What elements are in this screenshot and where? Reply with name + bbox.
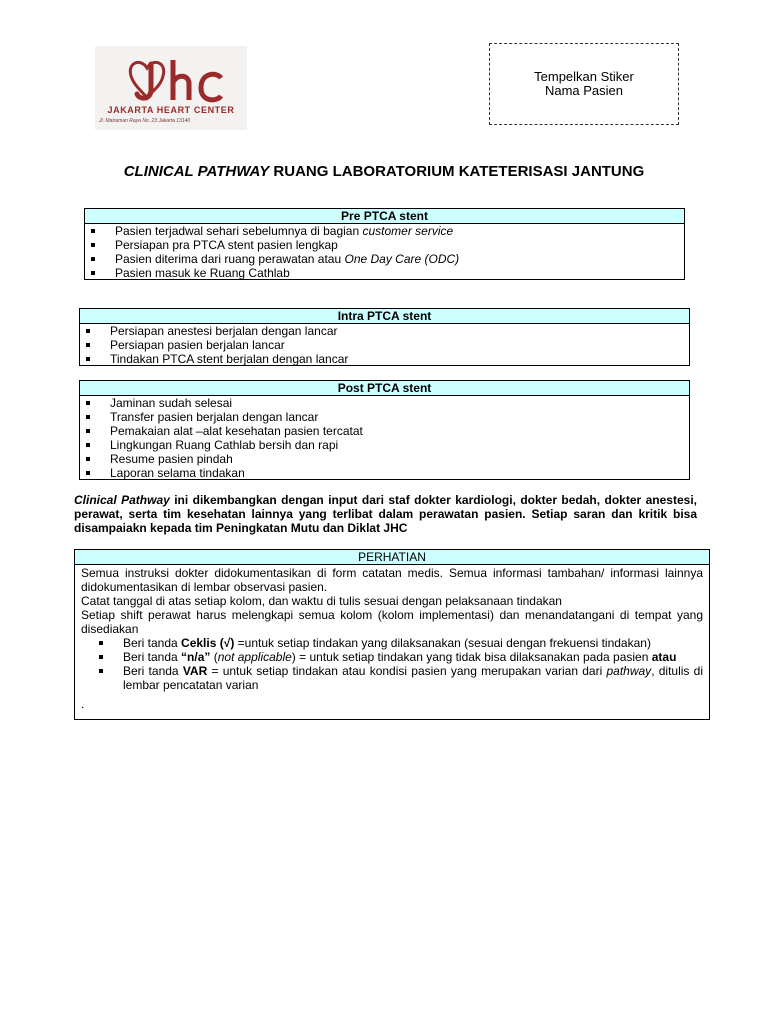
list-item: Pasien diterima dari ruang perawatan atau One Day Care (ODC) — [91, 252, 684, 266]
attention-list — [81, 636, 703, 698]
pre-ptca-list — [85, 224, 684, 280]
list-item: Pasien terjadwal sehari sebelumnya di bagian customer service — [91, 224, 684, 238]
intro-paragraph — [74, 493, 697, 535]
paragraph-rest: ini dikembangkan dengan input dari staf dokter kardiologi, dokter bedah, dokter anestesi, perawat, serta tim kesehatan lainnya yang terlibat dalam perawatan pasien. Setiap saran dan kritik bisa disampaiakn kepada tim Peningkatan Mutu dan Diklat JHC — [74, 493, 697, 535]
list-item: Beri tanda “n/a” (not applicable) = untuk setiap tindakan yang tidak bisa dilaksanakan pada pasien atau — [81, 650, 703, 664]
trailing-dot: . — [81, 697, 85, 711]
attention-p1: Semua instruksi dokter didokumentasikan di form catatan medis. Semua informasi tambahan/ informasi lainnya didokumentasikan di lembar observasi pasien. — [81, 566, 703, 594]
list-item: Persiapan pasien berjalan lancar — [86, 338, 689, 352]
list-item: Laporan selama tindakan — [86, 466, 689, 480]
list-item: Tindakan PTCA stent berjalan dengan lancar — [86, 352, 689, 366]
jhc-logo — [95, 46, 247, 130]
attention-body — [75, 565, 709, 710]
attention-heading: PERHATIAN — [75, 550, 709, 565]
post-ptca-section — [79, 380, 690, 480]
intra-ptca-list — [80, 324, 689, 366]
list-item: Transfer pasien berjalan dengan lancar — [86, 410, 689, 424]
list-item: Lingkungan Ruang Cathlab bersih dan rapi — [86, 438, 689, 452]
post-ptca-heading: Post PTCA stent — [80, 381, 689, 396]
logo-name: JAKARTA HEART CENTER — [107, 105, 235, 115]
attention-p3: Setiap shift perawat harus melengkapi semua kolom (kolom implementasi) dan menandatangani di tempat yang disediakan — [81, 608, 703, 636]
list-item: Beri tanda VAR = untuk setiap tindakan atau kondisi pasien yang merupakan varian dari pathway, ditulis di lembar pencatatan varian — [81, 664, 703, 698]
logo-address: Jl. Matraman Raya No. 23 Jakarta 13140 — [99, 118, 191, 124]
pre-ptca-heading: Pre PTCA stent — [85, 209, 684, 224]
list-item: Pemakaian alat –alat kesehatan pasien tercatat — [86, 424, 689, 438]
pre-ptca-section — [84, 208, 685, 280]
post-ptca-list — [80, 396, 689, 480]
title-rest: RUANG LABORATORIUM KATETERISASI JANTUNG — [269, 163, 645, 180]
jhc-heart-logo-icon — [125, 56, 225, 106]
paragraph-italic: Clinical Pathway — [74, 493, 170, 507]
list-item: Persiapan pra PTCA stent pasien lengkap — [91, 238, 684, 252]
attention-section — [74, 549, 710, 720]
attention-p2: Catat tanggal di atas setiap kolom, dan waktu di tulis sesuai dengan pelaksanaan tindakan — [81, 594, 562, 608]
list-item: Jaminan sudah selesai — [86, 396, 689, 410]
list-item: Beri tanda Ceklis (√) =untuk setiap tindakan yang dilaksanakan (sesuai dengan frekuensi tindakan) — [81, 636, 703, 650]
list-item: Resume pasien pindah — [86, 452, 689, 466]
sticker-label: Tempelkan Stiker Nama Pasien — [534, 69, 634, 98]
list-item: Persiapan anestesi berjalan dengan lancar — [86, 324, 689, 338]
intra-ptca-heading: Intra PTCA stent — [80, 309, 689, 324]
patient-sticker-box — [489, 43, 679, 125]
list-item: Pasien masuk ke Ruang Cathlab — [91, 266, 684, 280]
intra-ptca-section — [79, 308, 690, 366]
page-title — [0, 163, 768, 180]
title-italic: CLINICAL PATHWAY — [123, 163, 270, 180]
